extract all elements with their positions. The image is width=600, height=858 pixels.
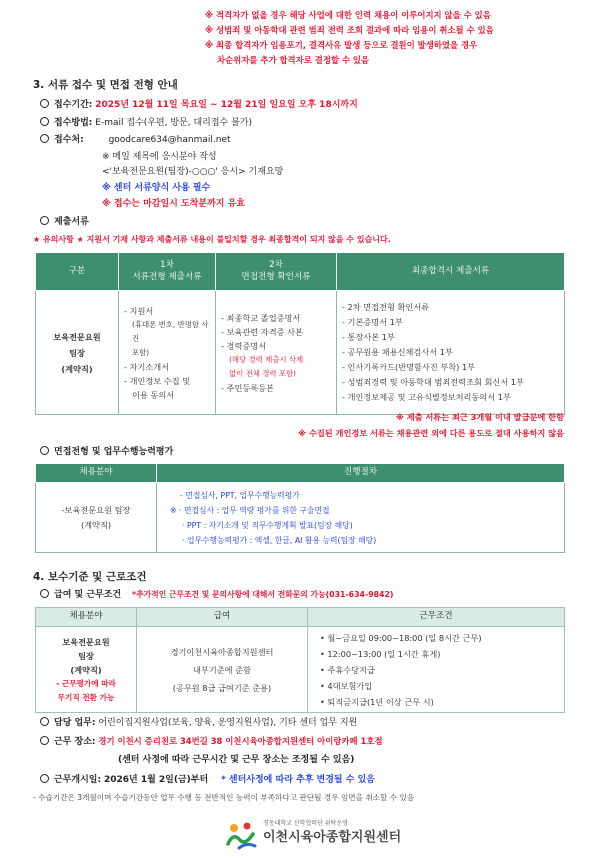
- circle-bullet-icon: [40, 216, 49, 225]
- th-final: 최종합격시 제출서류: [337, 253, 565, 291]
- start-row: [40, 774, 375, 786]
- th-procedure: 진행절차: [157, 464, 565, 483]
- note-line: ※ 적격자가 없을 경우 해당 사업에 대한 인력 채용이 이루어지지 않을 수 있음: [205, 10, 491, 20]
- mail-note-3: ※ 센터 서류양식 사용 필수: [102, 183, 211, 193]
- th-category: 구분: [36, 253, 119, 291]
- position-note: 무기직 전환 가능: [57, 692, 115, 702]
- th-second: [216, 253, 337, 291]
- position-line: 팀장: [69, 347, 85, 358]
- section4-title: 4. 보수기준 및 근로조건: [33, 571, 147, 583]
- doc-item: - 최종학교 졸업증명서: [221, 312, 301, 323]
- doc-item: - 인사기록카드(반명함사진 부착) 1부: [342, 362, 476, 372]
- doc-item: - 개인정보제공 및 고유식별정보처리동의서 1부: [342, 392, 511, 402]
- start-note: * 센터사정에 따라 추후 변경될 수 있음: [221, 775, 375, 785]
- doc-item: - 자기소개서: [124, 361, 170, 372]
- doc-item: 이용 동의서: [132, 389, 175, 400]
- period-value: 2025년 12월 11일 목요일 ~ 12월 21일 일요일 오후 18시까지: [95, 100, 358, 110]
- final-docs-cell: [337, 291, 565, 415]
- method-label: 접수방법:: [54, 118, 93, 128]
- position-line: (계약직): [70, 664, 102, 675]
- position-line: -보육전문요원 팀장: [61, 504, 131, 515]
- second-docs-cell: [216, 291, 337, 415]
- position-note: - 근무평가에 따라: [56, 678, 116, 688]
- footer-org-small: 경동대학교 산학협력단 위탁운영: [263, 820, 348, 827]
- doc-item: - 통장사본 1부: [342, 332, 395, 342]
- th-second-label: 면접전형 확인서류: [241, 271, 311, 282]
- pay-position-cell: [36, 627, 137, 713]
- footer-logo: [225, 818, 415, 852]
- probation-note: - 수습기간은 3개월이며 수습기간동안 업무 수행 등 전반적인 능력이 부족하다고 판단될 경우 임면을 취소할 수 있음: [33, 793, 415, 802]
- place-row: [40, 134, 231, 146]
- th-field: 채용분야: [36, 608, 137, 627]
- workplace-label: 근무 장소:: [54, 737, 96, 747]
- th-conditions: 근무조건: [308, 608, 565, 627]
- footer-org-name: 이천시육아종합지원센터: [263, 830, 402, 845]
- step-item: ※ · 면접심사 : 업무 역량 평가를 위한 구술면접: [170, 505, 330, 515]
- th-second-num: 2차: [269, 259, 283, 270]
- doc-item: - 보육관련 자격증 사본: [221, 326, 303, 337]
- doc-item: - 2차 면접전형 확인서류: [342, 302, 430, 312]
- condition-item: • 퇴직금지급(1년 이상 근무 시): [320, 696, 434, 707]
- salary-line: 내부기준에 준함: [193, 664, 251, 675]
- mail-note-4: ※ 접수는 마감일시 도착분까지 유효: [102, 199, 245, 209]
- docs-note-2: ※ 수집된 개인정보 서류는 채용관련 외에 다른 용도로 절대 사용하지 않음: [298, 428, 564, 438]
- position-cell: [36, 291, 119, 415]
- center-logo-icon: [225, 820, 259, 850]
- condition-item: • 월~금요일 09:00~18:00 (일 8시간 근무): [320, 632, 482, 643]
- docs-note-1: ※ 제출 서류는 최근 3개월 이내 발급분에 한함: [395, 412, 564, 422]
- section3-title: 3. 서류 접수 및 면접 전형 안내: [33, 79, 178, 91]
- note-line: ※ 최종 합격자가 임용포기, 결격사유 발생 등으로 결원이 발생하였을 경우: [205, 40, 478, 50]
- th-salary: 급여: [137, 608, 308, 627]
- interview-steps-cell: [157, 483, 565, 553]
- step-item: · 업무수행능력평가 : 엑셀, 한글, AI 활용 능력(팀장 해당): [182, 535, 377, 545]
- circle-bullet-icon: [40, 117, 49, 126]
- workplace-value: 경기 이천시 증리천로 34번길 38 이천시육아종합지원센터 아이랑카페 1호점: [98, 736, 383, 746]
- th-first: [119, 253, 216, 291]
- salary-line: (공무원 8급 급여기준 준용): [172, 682, 272, 693]
- place-label: 접수처:: [54, 135, 84, 145]
- position-line: 팀장: [78, 650, 94, 661]
- start-value: 2026년 1월 2일(금)부터: [103, 775, 209, 785]
- step-item: · PPT : 자기소개 및 직무수행계획 발표(팀장 해당): [182, 520, 353, 530]
- note-line: ※ 성범죄 및 아동학대 관련 범죄 전력 조회 결과에 따라 임용이 취소될 수 있음: [205, 25, 494, 35]
- circle-bullet-icon: [40, 717, 49, 726]
- mail-note-1: ※ 메일 제목에 응시분야 작성: [102, 152, 217, 162]
- condition-item: • 12:00~13:00 (일 1시간 휴게): [320, 648, 441, 659]
- th-first-num: 1차: [160, 259, 174, 270]
- interview-position-cell: [36, 483, 157, 553]
- condition-item: • 4대보험가입: [320, 680, 373, 691]
- pay-note: *추가적인 근무조건 및 문의사항에 대해서 전화문의 가능(031-634-9842): [132, 590, 394, 599]
- docs-title: 제출서류: [54, 217, 89, 227]
- top-notes: [205, 8, 595, 68]
- doc-item: - 개인정보 수집 및: [124, 375, 191, 386]
- note-line: 차순위자를 추가 합격자로 결정할 수 있음: [217, 55, 370, 65]
- position-line: (계약직): [61, 363, 93, 374]
- doc-item: - 기본증명서 1부: [342, 317, 403, 327]
- doc-item: - 경력증명서: [221, 340, 267, 351]
- docs-warning: ★ 유의사항 ★ 지원서 기재 사항과 제출서류 내용이 불일치할 경우 최종합격이 되지 않을 수 있습니다.: [33, 235, 391, 244]
- circle-bullet-icon: [40, 446, 49, 455]
- interview-title-row: [40, 446, 173, 458]
- position-line: (계약직): [80, 519, 112, 530]
- interview-title: 면접전형 및 업무수행능력평가: [54, 447, 174, 457]
- pay-title: 급여 및 근무조건: [54, 590, 122, 600]
- doc-item: - 지원서: [124, 305, 154, 316]
- doc-item-note: 없이 전체 경력 포함): [229, 368, 297, 378]
- method-row: [40, 117, 252, 129]
- salary-cell: [137, 627, 308, 713]
- circle-bullet-icon: [40, 589, 49, 598]
- circle-bullet-icon: [40, 736, 49, 745]
- position-line: 보육전문요원: [53, 331, 101, 342]
- th-field: 채용분야: [36, 464, 157, 483]
- step-item: - 면접심사, PPT, 업무수행능력평가: [180, 490, 300, 500]
- doc-item: - 공무원용 채용신체검사서 1부: [342, 347, 453, 357]
- doc-item-note: (휴대폰 번호, 반명함 사진: [132, 319, 209, 343]
- duty-label: 담당 업무:: [54, 718, 96, 728]
- condition-item: • 주휴수당지급: [320, 664, 375, 675]
- th-first-label: 서류전형 제출서류: [132, 271, 202, 282]
- pay-title-row: [40, 589, 393, 601]
- period-label: 접수기간:: [54, 100, 93, 110]
- pay-table: [35, 607, 565, 713]
- doc-item-note: 포함): [132, 347, 150, 357]
- duty-value: 어린이집지원사업(보육, 양육, 운영지원사업), 기타 센터 업무 지원: [98, 718, 358, 728]
- workplace-row: [40, 736, 383, 748]
- email-link[interactable]: goodcare634@hanmail.net: [108, 135, 231, 145]
- doc-item: - 성범죄경력 및 아동학대 범죄전력조회 회신서 1부: [342, 377, 524, 387]
- mail-note-2: <'보육전문요원(팀장)-○○○' 응시> 기재요망: [102, 167, 284, 177]
- docs-title-row: [40, 216, 89, 228]
- interview-table: [35, 463, 565, 553]
- docs-table: [35, 252, 565, 415]
- position-line: 보육전문요원: [62, 636, 110, 647]
- method-value: E-mail 접수(우편, 방문, 대리접수 불가): [95, 118, 252, 128]
- doc-item-note: (해당 경력 제출시 삭제: [229, 354, 304, 364]
- doc-item: - 주민등록등본: [221, 382, 275, 393]
- start-label: 근무개시일:: [54, 775, 102, 785]
- circle-bullet-icon: [40, 134, 49, 143]
- first-docs-cell: [119, 291, 216, 415]
- conditions-cell: [308, 627, 565, 713]
- salary-line: 경기이천시육아종합지원센터: [170, 646, 274, 657]
- period-row: [40, 99, 358, 111]
- circle-bullet-icon: [40, 99, 49, 108]
- workplace-note: (센터 사정에 따라 근무시간 및 근무 장소는 조정될 수 있음): [118, 755, 355, 765]
- circle-bullet-icon: [40, 774, 49, 783]
- duty-row: [40, 717, 357, 729]
